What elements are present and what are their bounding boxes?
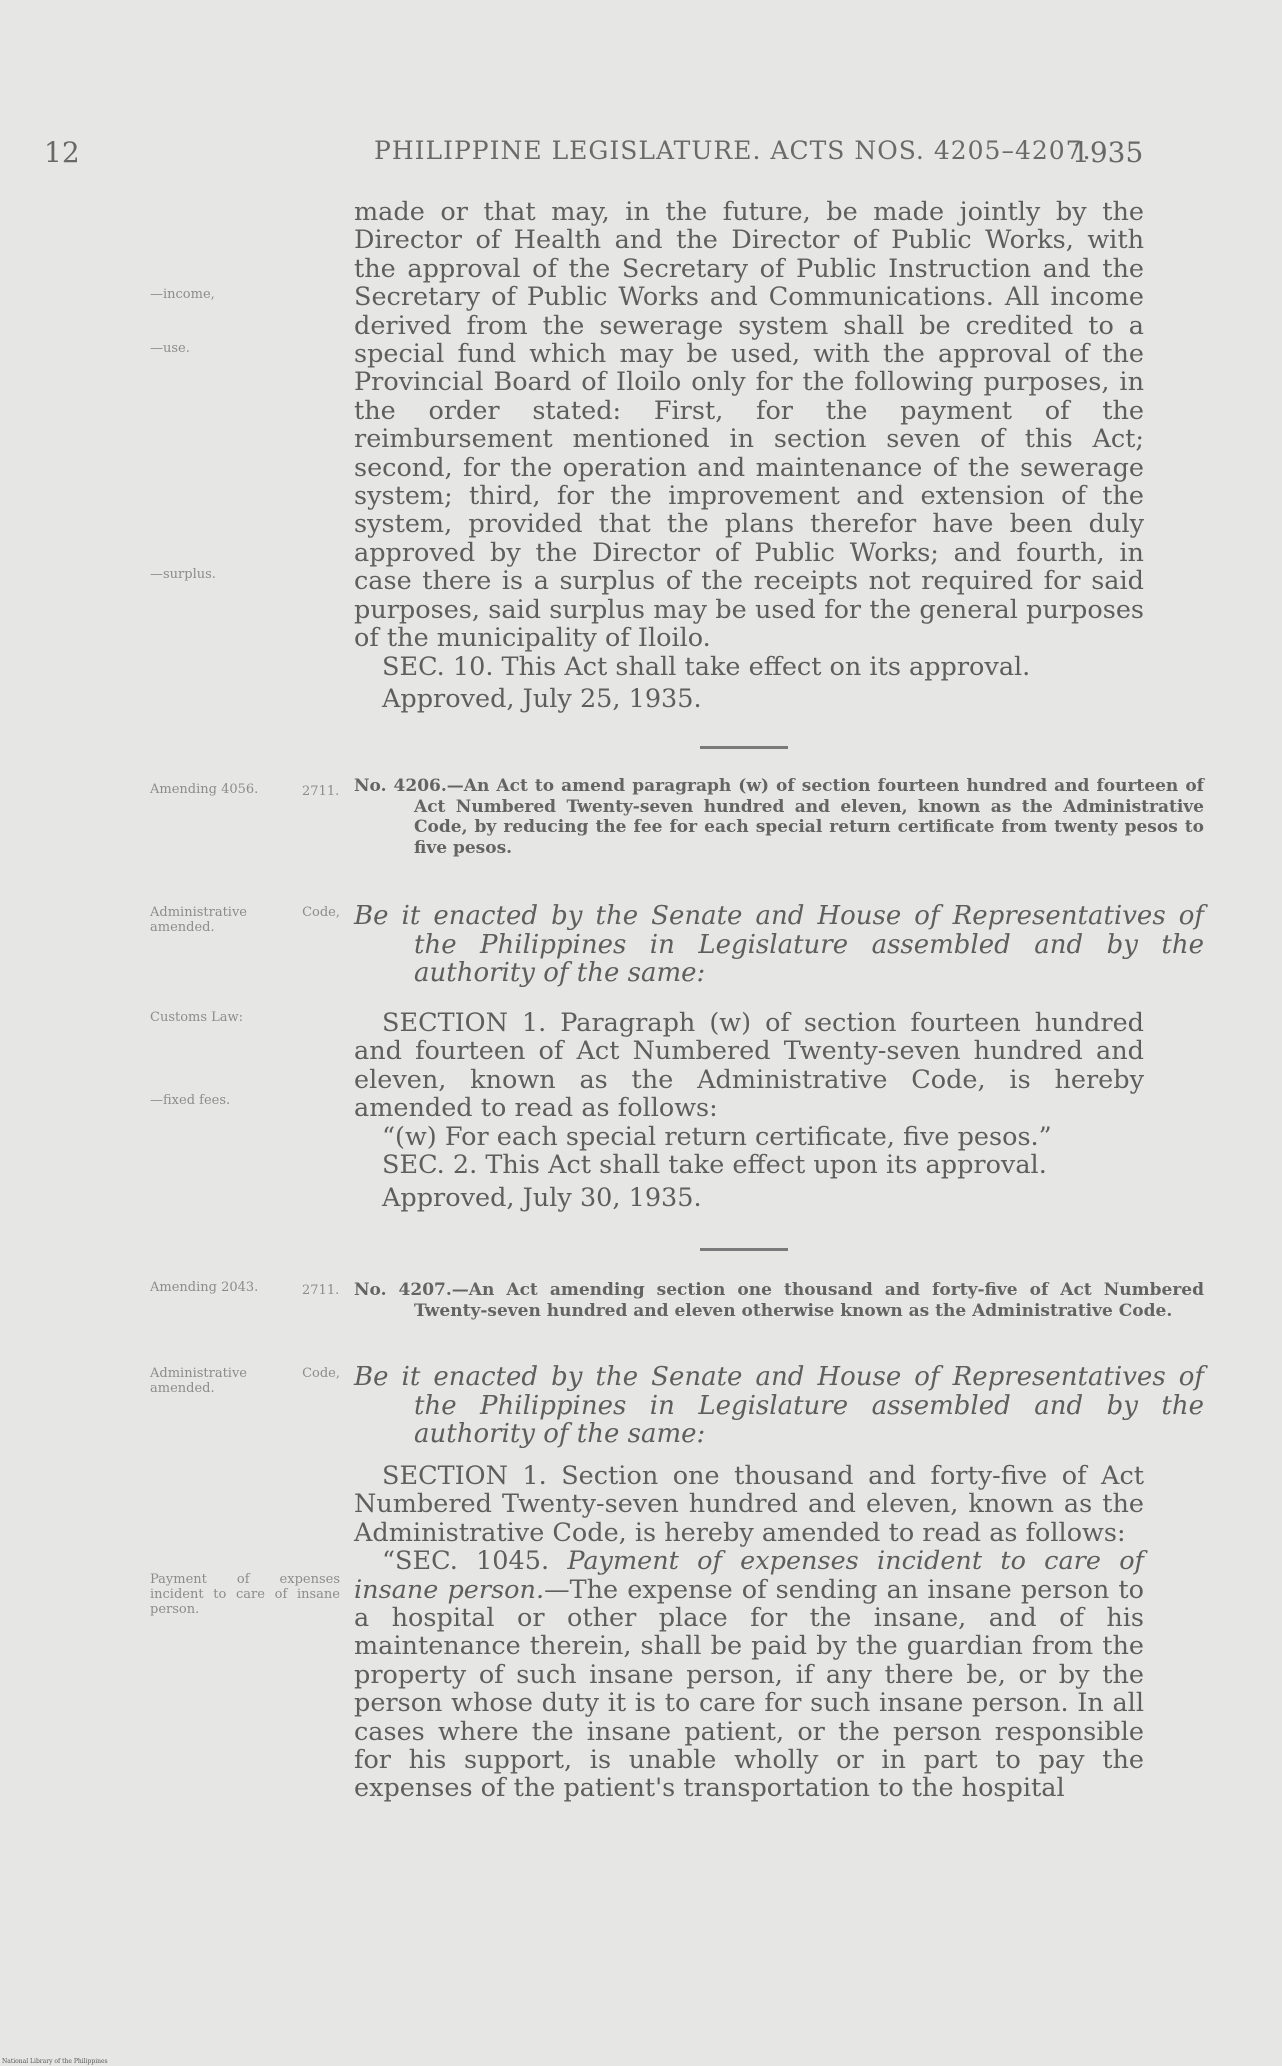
act-4206-approval: Approved, July 30, 1935. [382,1183,702,1214]
page-number: 12 [44,136,80,169]
header-year: 1935 [1072,136,1144,169]
act-4206-quoted-paragraph: “(w) For each special return certificate, five pesos.” [382,1121,1052,1152]
act-4206-enacting-clause: Be it enacted by the Senate and House of Representatives of the Philippines in Legislature assembled and by the authority of the same: [354,901,1204,988]
act-4206-section-2: SEC. 2. This Act shall take effect upon its approval. [382,1150,1047,1181]
act-4207-title: No. 4207.—An Act amending section one thousand and forty-five of Act Numbered Twenty-seven hundred and eleven otherwise known as the Administrative Code. [354,1280,1204,1321]
act-4207-enacting-clause: Be it enacted by the Senate and House of Representatives of the Philippines in Legislature assembled and by the authority of the same: [354,1362,1204,1449]
act-4206-section-1: SECTION 1. Paragraph (w) of section fourteen hundred and fourteen of Act Numbered Twenty-seven hundred and eleven, known as the Administrative Code, is hereby amended to read as follows: [354,1008,1144,1124]
margin-note-amending-4056: Amending 4056. [150,782,259,797]
margin-note-administrative-code: Administrative Code, amended. [150,1366,340,1396]
footer-credit: National Library of the Philippines [2,2058,108,2065]
act-4205-body: made or that may, in the future, be made jointly by the Director of Health and the Director of Public Works, with the approval of the Secretary of Public Instruction and the Secretary of Public Works and Communications. All income derived from the sewerage system shall be credited to a special fund which may be used, with the approval of the Provincial Board of Iloilo only for the following purposes, in the order stated: First, for the payment of the reimbursement mentioned in section seven of this Act; second, for the operation and maintenance of the sewerage system; third, for the improvement and extension of the system, provided that the plans therefor have been duly approved by the Director of Public Works; and fourth, in case there is a surplus of the receipts not required for said purposes, said surplus may be used for the general purposes of the municipality of Iloilo. [354,197,1144,654]
section-divider [700,1248,788,1251]
margin-ref-2711: 2711. [302,784,340,799]
section-1045-body: —The expense of sending an insane person to a hospital or other place for the insane, and of his maintenance therein, shall be paid by the guardian from the property of such insane person, if any there be, or by the person whose duty it is to care for such insane person. In all cases where the insane patient, or the person responsible for his support, is unable wholly or in part to pay the expenses of the patient's transportation to the hospital [354,1574,1144,1804]
section-1045-heading: Payment of expenses incident to care of insane person. [354,1546,1144,1605]
margin-note-use: —use. [150,341,190,356]
margin-ref-2711: 2711. [302,1283,340,1298]
section-divider [700,746,788,749]
act-4205-continuation [354,198,1144,713]
margin-note-surplus: —surplus. [150,567,216,582]
act-4207-sections [354,1462,1144,1803]
act-4207-section-1: SECTION 1. Section one thousand and forty-five of Act Numbered Twenty-seven hundred and eleven, known as the Administrative Code, is hereby amended to read as follows: [354,1461,1144,1548]
margin-note-administrative-code: Administrative Code, amended. [150,905,340,935]
margin-note-customs-law: Customs Law: [150,1010,244,1025]
margin-note-income: —income, [150,287,215,302]
running-title: PHILIPPINE LEGISLATURE. ACTS NOS. 4205–4207. [374,136,1092,165]
margin-note-fixed-fees: —fixed fees. [150,1093,231,1108]
act-4206-sections [354,1009,1144,1213]
section-1045-number: “SEC. 1045. [382,1546,550,1577]
section-1045-paragraph [354,1547,1144,1803]
act-4205-approval: Approved, July 25, 1935. [382,683,702,714]
margin-note-amending-2043: Amending 2043. [150,1280,259,1295]
act-4206-title: No. 4206.—An Act to amend paragraph (w) of section fourteen hundred and fourteen of Act Numbered Twenty-seven hundred and eleven, known as the Administrative Code, by reducing the fee for each special return certificate from twenty pesos to five pesos. [354,776,1204,858]
act-4205-section-10: SEC. 10. This Act shall take effect on its approval. [382,651,1031,682]
margin-note-payment-of-expenses: Payment of expenses incident to care of insane person. [150,1572,340,1617]
